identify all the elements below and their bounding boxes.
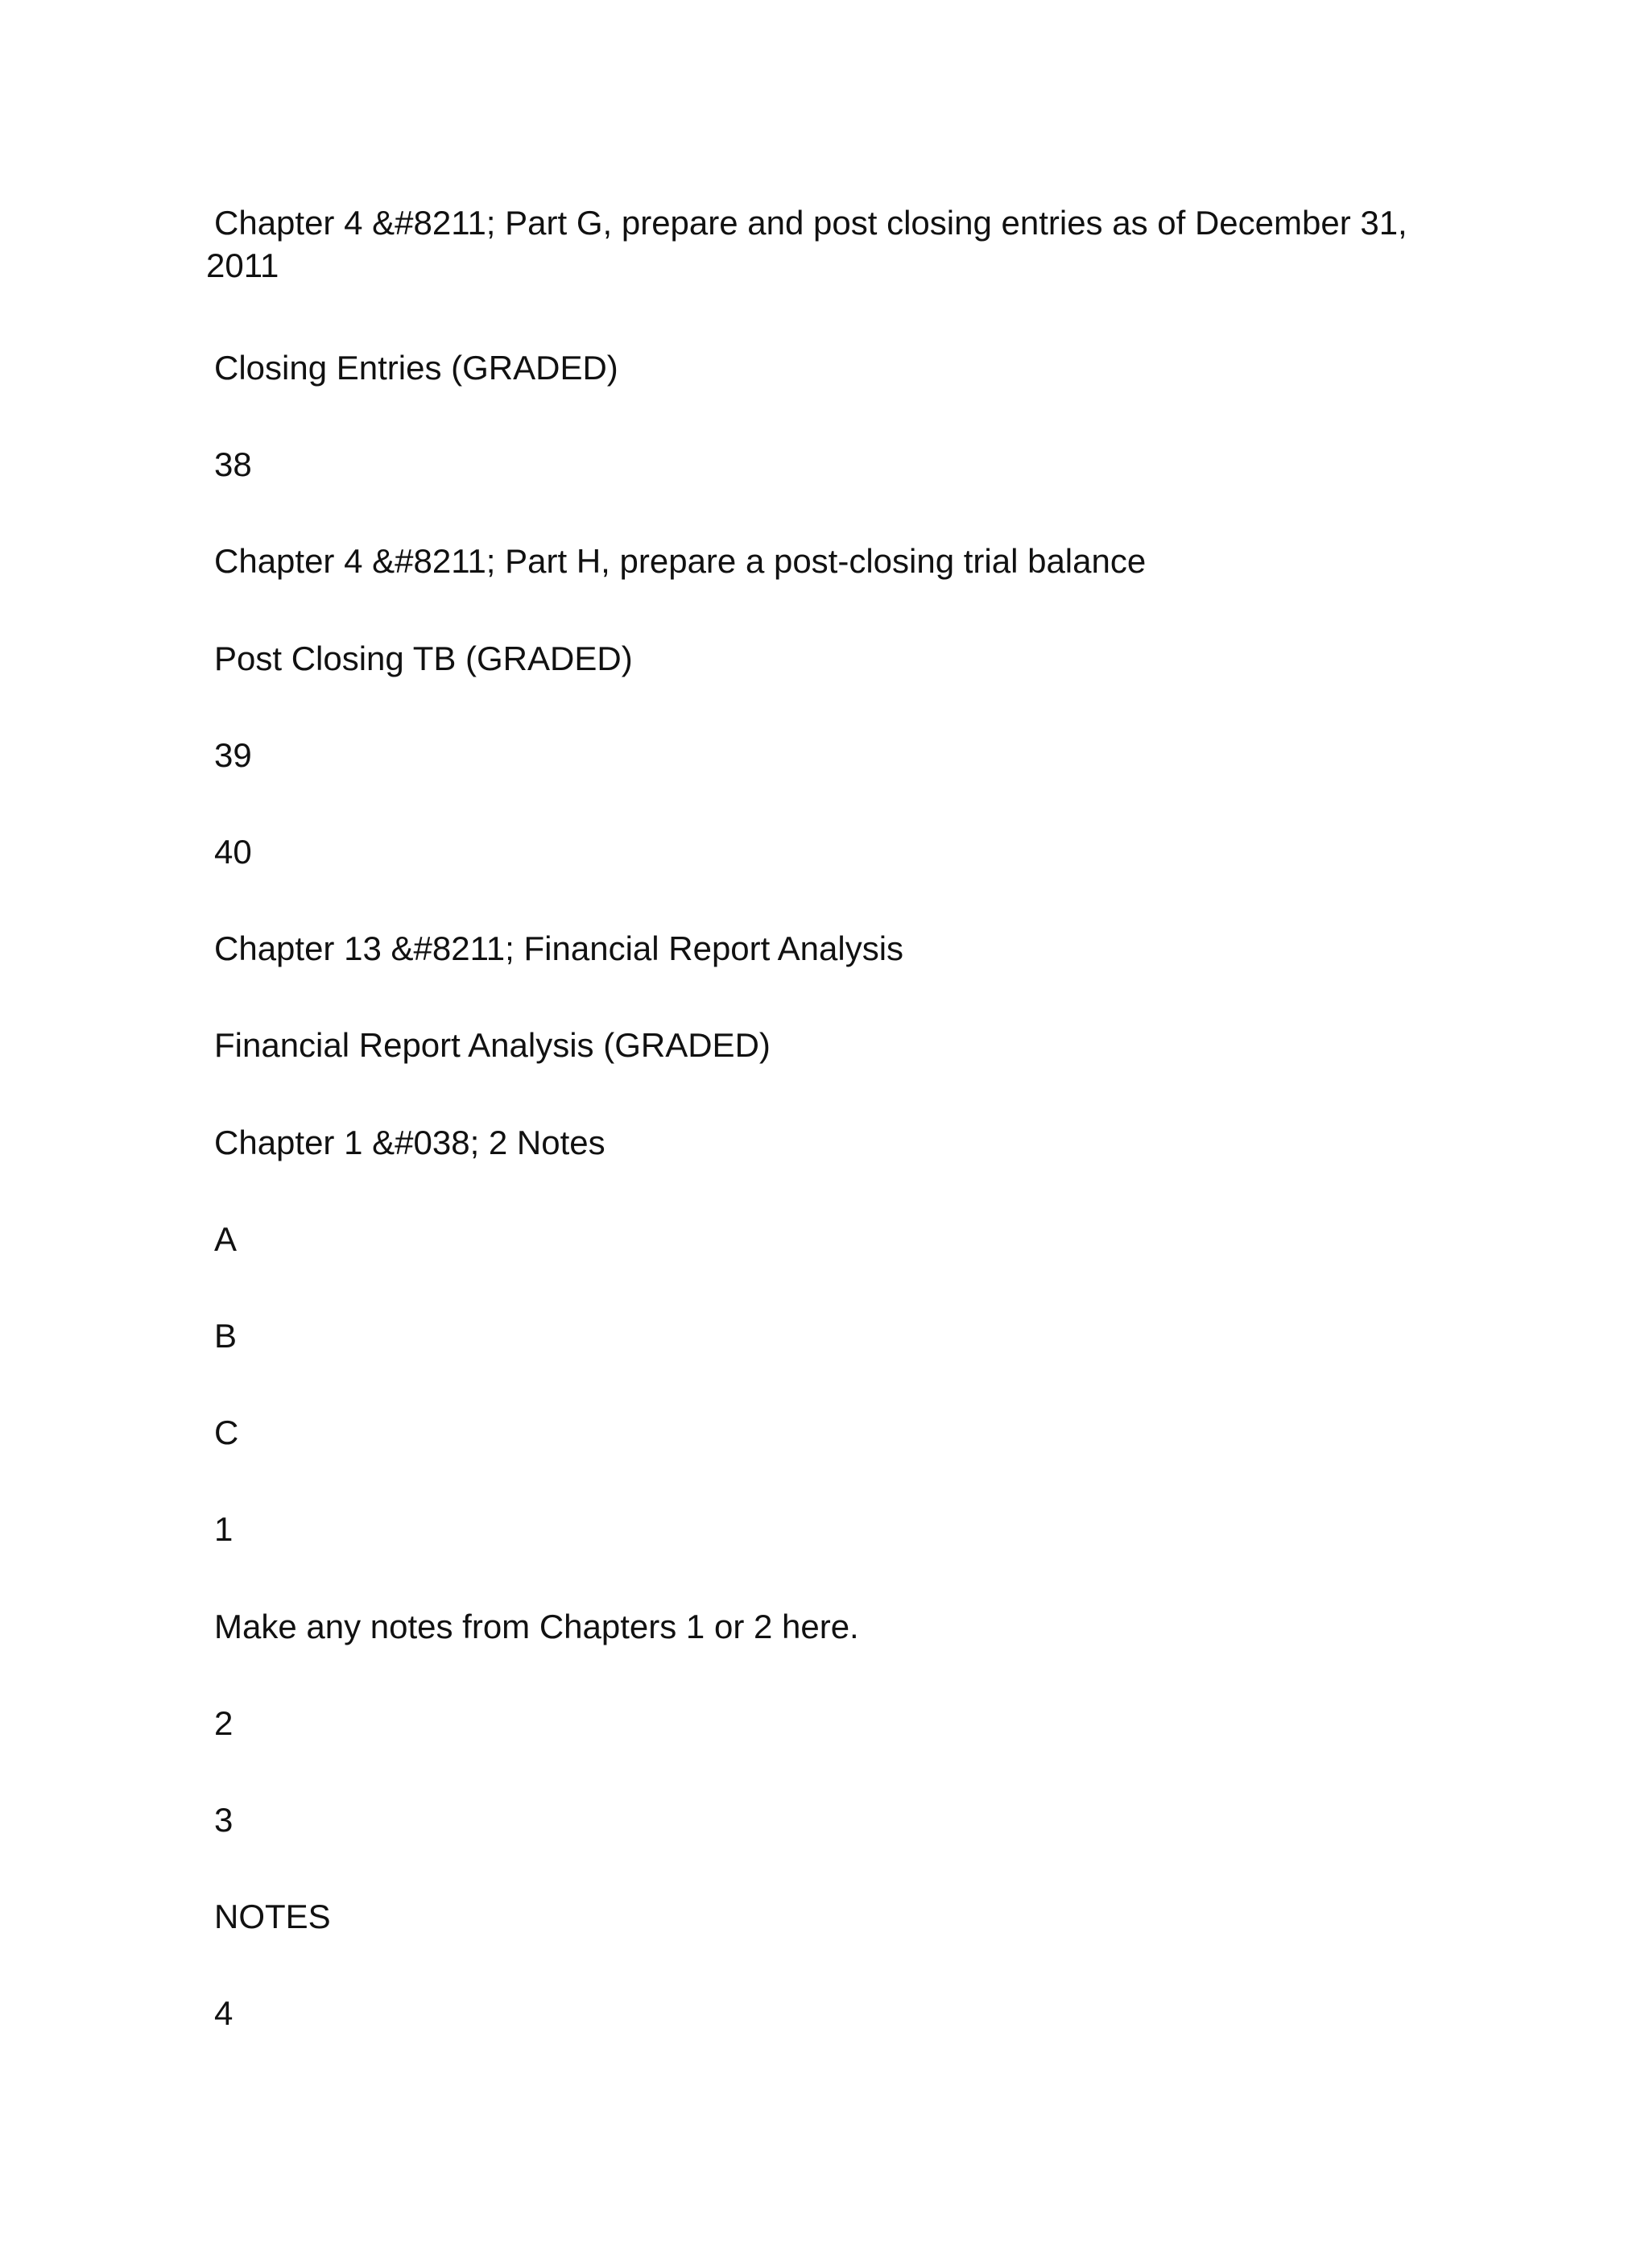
line-number-38: 38: [214, 445, 252, 483]
line-closing-entries: Closing Entries (GRADED): [214, 349, 618, 387]
line-part-h-heading: Chapter 4 &#8211; Part H, prepare a post-closing trial balance: [214, 542, 1147, 580]
line-financial-report-analysis: Financial Report Analysis (GRADED): [214, 1026, 771, 1064]
line-part-g-heading: Chapter 4 &#8211; Part G, prepare and post closing entries as of December 31,: [214, 204, 1407, 242]
line-notes-heading: NOTES: [214, 1898, 331, 1935]
line-letter-b: B: [214, 1317, 238, 1355]
line-number-39: 39: [214, 736, 252, 774]
line-post-closing-tb: Post Closing TB (GRADED): [214, 639, 633, 677]
line-notes-instruction: Make any notes from Chapters 1 or 2 here.: [214, 1608, 859, 1645]
line-part-g-year: 2011: [206, 246, 279, 284]
line-number-4: 4: [214, 1994, 234, 2032]
line-number-2: 2: [214, 1704, 234, 1742]
line-letter-c: C: [214, 1413, 239, 1451]
paragraph-part-g: [206, 201, 1470, 287]
line-number-3: 3: [214, 1801, 234, 1839]
line-chapter-1-2-notes: Chapter 1 &#038; 2 Notes: [214, 1124, 605, 1161]
line-number-40: 40: [214, 833, 252, 871]
line-chapter-13-heading: Chapter 13 &#8211; Financial Report Analysis: [214, 929, 904, 967]
line-letter-a: A: [214, 1220, 238, 1258]
line-number-1: 1: [214, 1510, 234, 1548]
